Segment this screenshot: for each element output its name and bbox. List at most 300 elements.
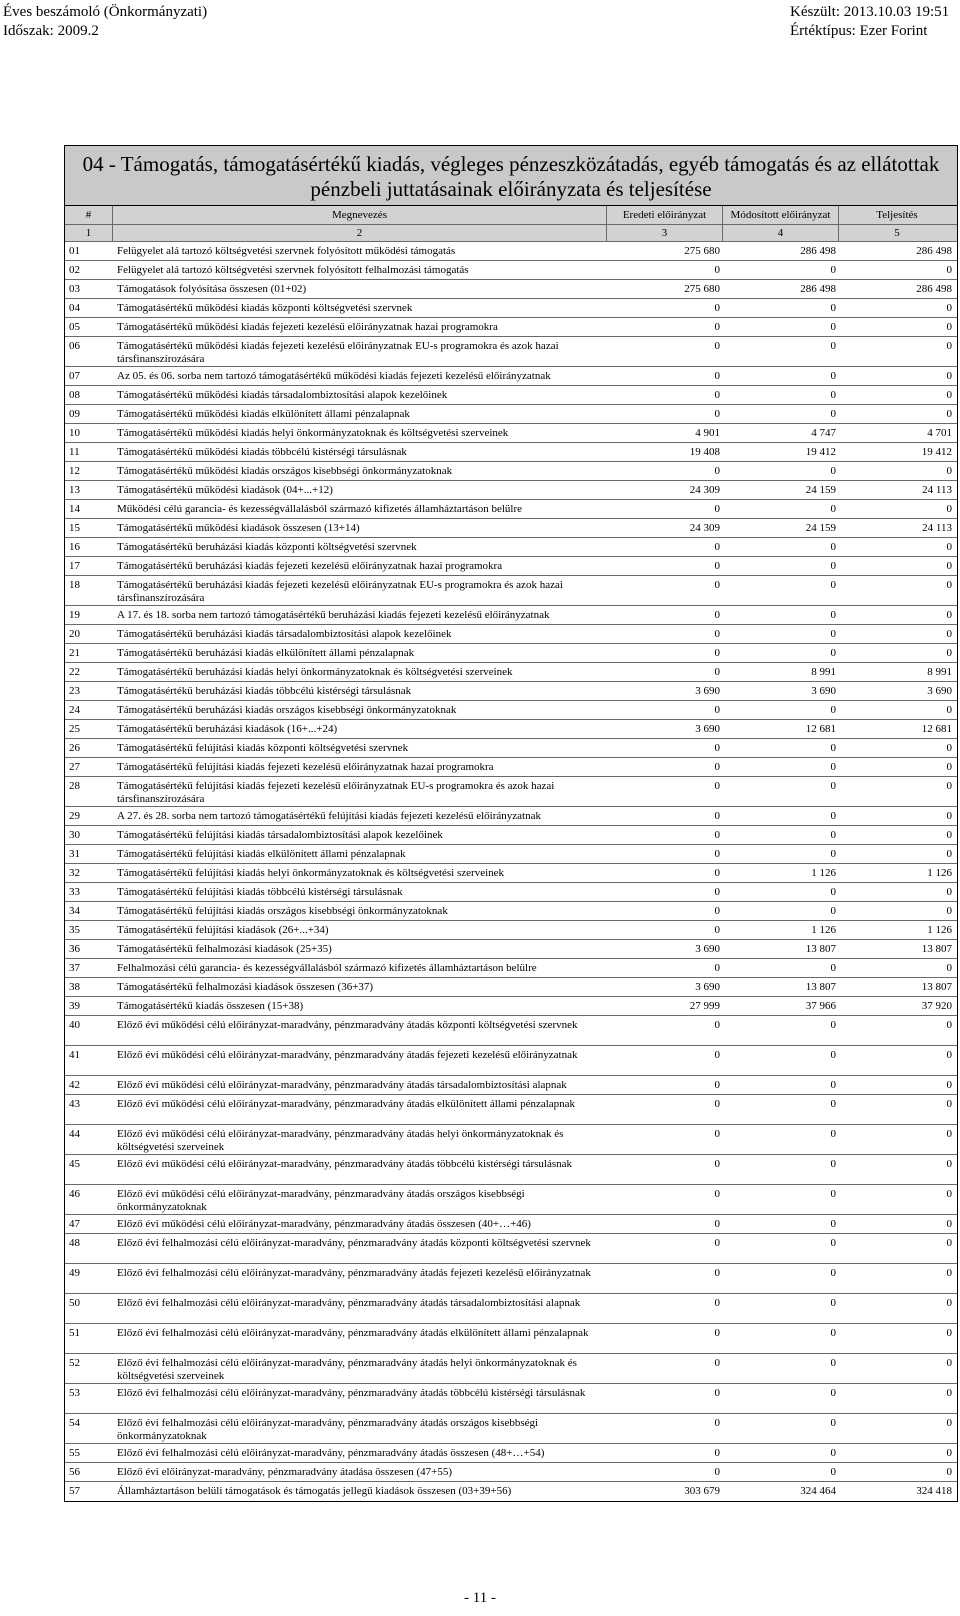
row-modified-value: 0 <box>830 1267 836 1279</box>
row-actual-value: 0 <box>946 1447 952 1459</box>
row-actual-value: 12 681 <box>921 723 952 735</box>
row-original-value: 0 <box>714 1447 720 1459</box>
row-number: 14 <box>69 503 80 515</box>
row-name: Előző évi felhalmozási célú előirányzat-maradvány, pénzmaradvány átadás fejezeti kezelésű előirányzatnak <box>117 1267 591 1279</box>
row-original-value: 0 <box>714 370 720 382</box>
row-name: Támogatásértékű beruházási kiadások (16+...+24) <box>117 723 338 735</box>
table-row <box>65 576 957 606</box>
row-name: Előző évi működési célú előirányzat-maradvány, pénzmaradvány átadás országos kisebbségi önkormányzatoknak <box>117 1188 525 1213</box>
row-actual-value: 0 <box>946 761 952 773</box>
table-row <box>65 606 957 625</box>
table-row <box>65 299 957 318</box>
column-header-actual: Teljesítés <box>876 209 918 221</box>
row-actual-value: 0 <box>946 829 952 841</box>
row-name: Támogatásértékű működési kiadás fejezeti kezelésű előirányzatnak EU-s programokra és azok hazai társfinanszírozására <box>117 340 559 365</box>
report-created: Készült: 2013.10.03 19:51 <box>790 4 950 20</box>
row-number: 08 <box>69 389 80 401</box>
table-body <box>65 242 957 1501</box>
table-row <box>65 1215 957 1234</box>
row-modified-value: 13 807 <box>805 981 836 993</box>
table-row <box>65 997 957 1016</box>
row-actual-value: 0 <box>946 1218 952 1230</box>
table-title: 04 - Támogatás, támogatásértékű kiadás, végleges pénzeszközátadás, egyéb támogatás és az ellátottak pénzbeli juttatásainak előirányzata és teljesítése <box>65 146 957 206</box>
table-row <box>65 386 957 405</box>
row-name: Támogatásértékű működési kiadás országos kisebbségi önkormányzatoknak <box>117 465 453 477</box>
row-number: 07 <box>69 370 80 382</box>
row-name: Támogatások folyósítása összesen (01+02) <box>117 283 307 295</box>
row-name: Támogatásértékű kiadás összesen (15+38) <box>117 1000 304 1012</box>
row-name: Támogatásértékű beruházási kiadás elkülönített állami pénzalapnak <box>117 647 415 659</box>
row-modified-value: 286 498 <box>800 283 836 295</box>
row-actual-value: 24 113 <box>922 522 952 534</box>
row-modified-value: 24 159 <box>805 522 836 534</box>
row-number: 32 <box>69 867 80 879</box>
budget-table <box>64 145 958 1502</box>
table-header-row <box>65 206 957 225</box>
row-number: 21 <box>69 647 80 659</box>
row-actual-value: 24 113 <box>922 484 952 496</box>
table-row <box>65 424 957 443</box>
row-original-value: 0 <box>714 503 720 515</box>
row-name: Előző évi felhalmozási célú előirányzat-maradvány, pénzmaradvány átadás összesen (48+…+54) <box>117 1447 545 1459</box>
row-modified-value: 0 <box>830 1158 836 1170</box>
row-name: Támogatásértékű felújítási kiadás fejezeti kezelésű előirányzatnak hazai programokra <box>117 761 494 773</box>
row-name: Támogatásértékű beruházási kiadás helyi önkormányzatoknak és költségvetési szerveinek <box>117 666 513 678</box>
row-original-value: 0 <box>714 302 720 314</box>
row-name: Támogatásértékű felújítási kiadás többcélú kistérségi társulásnak <box>117 886 403 898</box>
row-original-value: 0 <box>714 1237 720 1249</box>
row-name: Támogatásértékű felhalmozási kiadások (25+35) <box>117 943 332 955</box>
row-modified-value: 12 681 <box>805 723 836 735</box>
row-number: 02 <box>69 264 80 276</box>
table-row <box>65 1444 957 1463</box>
row-modified-value: 0 <box>830 302 836 314</box>
column-index-5: 5 <box>894 227 900 239</box>
row-actual-value: 0 <box>946 1297 952 1309</box>
row-actual-value: 0 <box>946 810 952 822</box>
row-actual-value: 1 126 <box>927 867 952 879</box>
row-actual-value: 0 <box>946 1327 952 1339</box>
row-name: Támogatásértékű felújítási kiadás központi költségvetési szervnek <box>117 742 409 754</box>
row-modified-value: 0 <box>830 810 836 822</box>
row-number: 17 <box>69 560 80 572</box>
row-modified-value: 0 <box>830 628 836 640</box>
table-row <box>65 500 957 519</box>
table-row <box>65 777 957 807</box>
row-actual-value: 0 <box>946 465 952 477</box>
row-actual-value: 0 <box>946 647 952 659</box>
row-number: 12 <box>69 465 80 477</box>
row-actual-value: 0 <box>946 1049 952 1061</box>
row-name: Felügyelet alá tartozó költségvetési szervnek folyósított működési támogatás <box>117 245 456 257</box>
row-actual-value: 1 126 <box>927 924 952 936</box>
row-modified-value: 0 <box>830 1466 836 1478</box>
row-actual-value: 0 <box>946 321 952 333</box>
table-row <box>65 826 957 845</box>
table-row <box>65 978 957 997</box>
row-actual-value: 324 418 <box>916 1485 952 1497</box>
table-row <box>65 883 957 902</box>
row-actual-value: 3 690 <box>927 685 952 697</box>
row-number: 39 <box>69 1000 80 1012</box>
row-actual-value: 0 <box>946 408 952 420</box>
row-actual-value: 8 991 <box>927 666 952 678</box>
row-number: 24 <box>69 704 80 716</box>
row-modified-value: 0 <box>830 264 836 276</box>
row-number: 49 <box>69 1267 80 1279</box>
table-row <box>65 1185 957 1215</box>
row-original-value: 24 309 <box>689 484 720 496</box>
row-modified-value: 3 690 <box>811 685 836 697</box>
row-number: 20 <box>69 628 80 640</box>
row-actual-value: 0 <box>946 609 952 621</box>
row-modified-value: 4 747 <box>811 427 836 439</box>
table-row <box>65 1384 957 1414</box>
row-name: Támogatásértékű beruházási kiadás fejezeti kezelésű előirányzatnak hazai programokra <box>117 560 503 572</box>
row-original-value: 0 <box>714 1128 720 1140</box>
row-name: Az 05. és 06. sorba nem tartozó támogatásértékű működési kiadás fejezeti kezelésű előirányzatnak <box>117 370 551 382</box>
row-actual-value: 0 <box>946 962 952 974</box>
row-name: Felügyelet alá tartozó költségvetési szervnek folyósított felhalmozási támogatás <box>117 264 469 276</box>
table-row <box>65 902 957 921</box>
table-row <box>65 1324 957 1354</box>
row-number: 11 <box>69 446 80 458</box>
row-modified-value: 0 <box>830 370 836 382</box>
page-number: - 11 - <box>464 1590 496 1606</box>
row-number: 57 <box>69 1485 80 1497</box>
row-name: Támogatásértékű felújítási kiadás fejezeti kezelésű előirányzatnak EU-s programokra és azok hazai társfinanszírozására <box>117 780 555 805</box>
row-modified-value: 0 <box>830 389 836 401</box>
row-name: Támogatásértékű működési kiadás többcélú kistérségi társulásnak <box>117 446 407 458</box>
row-actual-value: 0 <box>946 579 952 591</box>
row-modified-value: 0 <box>830 962 836 974</box>
row-modified-value: 0 <box>830 1098 836 1110</box>
row-modified-value: 0 <box>830 1079 836 1091</box>
row-actual-value: 0 <box>946 704 952 716</box>
row-modified-value: 19 412 <box>805 446 836 458</box>
table-row <box>65 959 957 978</box>
row-original-value: 27 999 <box>689 1000 720 1012</box>
row-actual-value: 286 498 <box>916 283 952 295</box>
table-row <box>65 1354 957 1384</box>
row-original-value: 0 <box>714 1019 720 1031</box>
row-actual-value: 0 <box>946 1019 952 1031</box>
row-number: 03 <box>69 283 80 295</box>
row-original-value: 0 <box>714 1188 720 1200</box>
row-actual-value: 0 <box>946 1158 952 1170</box>
column-index-1: 1 <box>65 225 113 241</box>
row-original-value: 0 <box>714 761 720 773</box>
row-original-value: 24 309 <box>689 522 720 534</box>
row-number: 30 <box>69 829 80 841</box>
row-name: Előző évi működési célú előirányzat-maradvány, pénzmaradvány átadás elkülönített állami pénzalapnak <box>117 1098 576 1110</box>
row-number: 37 <box>69 962 80 974</box>
row-original-value: 0 <box>714 742 720 754</box>
row-original-value: 3 690 <box>695 723 720 735</box>
row-number: 28 <box>69 780 80 792</box>
row-number: 10 <box>69 427 80 439</box>
row-modified-value: 0 <box>830 829 836 841</box>
row-name: Támogatásértékű felújítási kiadások (26+...+34) <box>117 924 329 936</box>
row-actual-value: 0 <box>946 1128 952 1140</box>
row-actual-value: 13 807 <box>921 943 952 955</box>
row-original-value: 0 <box>714 408 720 420</box>
row-original-value: 0 <box>714 541 720 553</box>
row-number: 18 <box>69 579 80 591</box>
row-original-value: 0 <box>714 1357 720 1369</box>
row-name: Előző évi előirányzat-maradvány, pénzmaradvány átadása összesen (47+55) <box>117 1466 453 1478</box>
row-actual-value: 0 <box>946 1466 952 1478</box>
table-row <box>65 845 957 864</box>
report-title: Éves beszámoló (Önkormányzati) <box>3 4 208 20</box>
table-row <box>65 481 957 500</box>
row-number: 42 <box>69 1079 80 1091</box>
row-number: 40 <box>69 1019 80 1031</box>
row-original-value: 0 <box>714 1158 720 1170</box>
row-modified-value: 0 <box>830 340 836 352</box>
table-row <box>65 337 957 367</box>
row-number: 13 <box>69 484 80 496</box>
row-actual-value: 0 <box>946 886 952 898</box>
column-header-number: # <box>65 206 113 224</box>
row-name: Előző évi felhalmozási célú előirányzat-maradvány, pénzmaradvány átadás országos kisebbségi önkormányzatoknak <box>117 1417 539 1442</box>
row-actual-value: 0 <box>946 1417 952 1429</box>
table-row <box>65 538 957 557</box>
row-original-value: 0 <box>714 829 720 841</box>
row-original-value: 0 <box>714 579 720 591</box>
row-original-value: 0 <box>714 1327 720 1339</box>
row-actual-value: 0 <box>946 1357 952 1369</box>
row-original-value: 0 <box>714 1079 720 1091</box>
row-number: 22 <box>69 666 80 678</box>
row-name: Előző évi működési célú előirányzat-maradvány, pénzmaradvány átadás fejezeti kezelésű előirányzatnak <box>117 1049 578 1061</box>
row-name: Felhalmozási célú garancia- és kezességvállalásból származó kifizetés államháztartáson belülre <box>117 962 537 974</box>
table-row <box>65 318 957 337</box>
row-modified-value: 0 <box>830 848 836 860</box>
row-name: Előző évi felhalmozási célú előirányzat-maradvány, pénzmaradvány átadás helyi önkormányzatoknak és költségvetési szerveinek <box>117 1357 577 1382</box>
row-original-value: 3 690 <box>695 685 720 697</box>
row-name: A 17. és 18. sorba nem tartozó támogatásértékű beruházási kiadás fejezeti kezelésű előirányzatnak <box>117 609 550 621</box>
row-name: Támogatásértékű működési kiadások összesen (13+14) <box>117 522 360 534</box>
row-name: Támogatásértékű működési kiadás központi költségvetési szervnek <box>117 302 413 314</box>
table-row <box>65 864 957 883</box>
row-name: Támogatásértékű beruházási kiadás központi költségvetési szervnek <box>117 541 417 553</box>
row-name: Támogatásértékű működési kiadás elkülönített állami pénzalapnak <box>117 408 410 420</box>
table-row <box>65 701 957 720</box>
row-actual-value: 37 920 <box>921 1000 952 1012</box>
row-original-value: 0 <box>714 867 720 879</box>
row-actual-value: 0 <box>946 780 952 792</box>
row-name: Előző évi működési célú előirányzat-maradvány, pénzmaradvány átadás helyi önkormányzatoknak és költségvetési szerveinek <box>117 1128 564 1153</box>
row-original-value: 0 <box>714 1466 720 1478</box>
report-header-right <box>790 3 949 41</box>
row-name: Előző évi működési célú előirányzat-maradvány, pénzmaradvány átadás központi költségvetési szervnek <box>117 1019 578 1031</box>
row-name: Támogatásértékű felhalmozási kiadások összesen (36+37) <box>117 981 374 993</box>
table-row <box>65 1234 957 1264</box>
row-name: Támogatásértékű felújítási kiadás helyi önkormányzatoknak és költségvetési szerveinek <box>117 867 505 879</box>
row-number: 46 <box>69 1188 80 1200</box>
row-modified-value: 0 <box>830 1128 836 1140</box>
table-row <box>65 1076 957 1095</box>
table-row <box>65 405 957 424</box>
row-original-value: 0 <box>714 905 720 917</box>
row-number: 55 <box>69 1447 80 1459</box>
row-original-value: 0 <box>714 924 720 936</box>
table-row <box>65 682 957 701</box>
row-original-value: 0 <box>714 886 720 898</box>
row-modified-value: 1 126 <box>811 867 836 879</box>
row-number: 33 <box>69 886 80 898</box>
row-original-value: 0 <box>714 1098 720 1110</box>
row-name: Támogatásértékű működési kiadások (04+...+12) <box>117 484 333 496</box>
row-original-value: 0 <box>714 1267 720 1279</box>
table-row <box>65 940 957 959</box>
row-number: 23 <box>69 685 80 697</box>
table-row <box>65 1264 957 1294</box>
row-modified-value: 0 <box>830 1019 836 1031</box>
row-actual-value: 0 <box>946 389 952 401</box>
row-number: 25 <box>69 723 80 735</box>
row-original-value: 0 <box>714 1297 720 1309</box>
table-row <box>65 1155 957 1185</box>
row-modified-value: 0 <box>830 905 836 917</box>
row-modified-value: 0 <box>830 1237 836 1249</box>
row-modified-value: 0 <box>830 579 836 591</box>
row-number: 31 <box>69 848 80 860</box>
row-original-value: 0 <box>714 848 720 860</box>
row-modified-value: 0 <box>830 1297 836 1309</box>
row-original-value: 0 <box>714 704 720 716</box>
row-number: 29 <box>69 810 80 822</box>
row-number: 36 <box>69 943 80 955</box>
row-modified-value: 0 <box>830 761 836 773</box>
row-number: 38 <box>69 981 80 993</box>
column-index-2: 2 <box>113 225 607 241</box>
row-number: 45 <box>69 1158 80 1170</box>
row-name: Támogatásértékű működési kiadás helyi önkormányzatoknak és költségvetési szerveinek <box>117 427 509 439</box>
report-value-type: Értéktípus: Ezer Forint <box>790 23 928 39</box>
row-actual-value: 0 <box>946 503 952 515</box>
row-modified-value: 0 <box>830 465 836 477</box>
row-name: Támogatásértékű beruházási kiadás társadalombiztosítási alapok kezelőinek <box>117 628 452 640</box>
row-actual-value: 0 <box>946 1098 952 1110</box>
report-header-left <box>3 3 207 41</box>
table-row <box>65 519 957 538</box>
row-number: 47 <box>69 1218 80 1230</box>
table-row <box>65 280 957 299</box>
row-actual-value: 0 <box>946 1188 952 1200</box>
row-name: A 27. és 28. sorba nem tartozó támogatásértékű felújítási kiadás fejezeti kezelésű előirányzatnak <box>117 810 541 822</box>
row-name: Támogatásértékű felújítási kiadás társadalombiztosítási alapok kezelőinek <box>117 829 443 841</box>
row-original-value: 0 <box>714 560 720 572</box>
row-name: Támogatásértékű működési kiadás társadalombiztosítási alapok kezelőinek <box>117 389 448 401</box>
table-row <box>65 1046 957 1076</box>
row-modified-value: 0 <box>830 1188 836 1200</box>
row-modified-value: 0 <box>830 886 836 898</box>
row-original-value: 0 <box>714 1218 720 1230</box>
row-actual-value: 0 <box>946 302 952 314</box>
row-actual-value: 13 807 <box>921 981 952 993</box>
column-header-modified: Módosított előirányzat <box>723 206 839 224</box>
row-original-value: 275 680 <box>684 283 720 295</box>
row-name: Támogatásértékű felújítási kiadás elkülönített állami pénzalapnak <box>117 848 406 860</box>
row-actual-value: 0 <box>946 848 952 860</box>
row-name: Előző évi felhalmozási célú előirányzat-maradvány, pénzmaradvány átadás központi költségvetési szervnek <box>117 1237 591 1249</box>
row-modified-value: 13 807 <box>805 943 836 955</box>
table-row <box>65 1095 957 1125</box>
row-modified-value: 0 <box>830 1049 836 1061</box>
row-modified-value: 0 <box>830 742 836 754</box>
row-name: Előző évi felhalmozási célú előirányzat-maradvány, pénzmaradvány átadás többcélú kistérségi társulásnak <box>117 1387 586 1399</box>
row-original-value: 0 <box>714 321 720 333</box>
row-number: 51 <box>69 1327 80 1339</box>
row-name: Támogatásértékű beruházási kiadás többcélú kistérségi társulásnak <box>117 685 412 697</box>
row-original-value: 0 <box>714 666 720 678</box>
row-original-value: 0 <box>714 628 720 640</box>
row-name: Támogatásértékű működési kiadás fejezeti kezelésű előirányzatnak hazai programokra <box>117 321 498 333</box>
row-modified-value: 0 <box>830 1417 836 1429</box>
table-row <box>65 367 957 386</box>
column-header-original: Eredeti előirányzat <box>607 206 723 224</box>
row-number: 50 <box>69 1297 80 1309</box>
row-actual-value: 0 <box>946 541 952 553</box>
row-modified-value: 0 <box>830 1218 836 1230</box>
row-number: 01 <box>69 245 80 257</box>
row-modified-value: 0 <box>830 560 836 572</box>
row-name: Előző évi működési célú előirányzat-maradvány, pénzmaradvány átadás többcélú kistérségi társulásnak <box>117 1158 573 1170</box>
table-row <box>65 261 957 280</box>
row-original-value: 0 <box>714 810 720 822</box>
row-modified-value: 0 <box>830 1387 836 1399</box>
row-modified-value: 0 <box>830 609 836 621</box>
row-number: 48 <box>69 1237 80 1249</box>
row-modified-value: 324 464 <box>800 1485 836 1497</box>
row-number: 16 <box>69 541 80 553</box>
row-name: Előző évi felhalmozási célú előirányzat-maradvány, pénzmaradvány átadás elkülönített állami pénzalapnak <box>117 1327 589 1339</box>
row-number: 26 <box>69 742 80 754</box>
row-modified-value: 0 <box>830 780 836 792</box>
report-period: Időszak: 2009.2 <box>3 23 99 39</box>
row-modified-value: 0 <box>830 1327 836 1339</box>
row-actual-value: 286 498 <box>916 245 952 257</box>
row-modified-value: 0 <box>830 321 836 333</box>
table-row <box>65 758 957 777</box>
row-original-value: 0 <box>714 340 720 352</box>
row-name: Előző évi felhalmozási célú előirányzat-maradvány, pénzmaradvány átadás társadalombiztosítási alapnak <box>117 1297 581 1309</box>
row-original-value: 0 <box>714 465 720 477</box>
row-original-value: 0 <box>714 1417 720 1429</box>
table-row <box>65 1463 957 1482</box>
row-modified-value: 0 <box>830 541 836 553</box>
table-row <box>65 242 957 261</box>
row-name: Támogatásértékű felújítási kiadás országos kisebbségi önkormányzatoknak <box>117 905 448 917</box>
row-number: 27 <box>69 761 80 773</box>
row-original-value: 303 679 <box>684 1485 720 1497</box>
row-original-value: 19 408 <box>689 446 720 458</box>
row-original-value: 0 <box>714 389 720 401</box>
table-row <box>65 443 957 462</box>
row-original-value: 0 <box>714 962 720 974</box>
row-modified-value: 37 966 <box>805 1000 836 1012</box>
row-name: Előző évi működési célú előirányzat-maradvány, pénzmaradvány átadás társadalombiztosítási alapnak <box>117 1079 567 1091</box>
row-actual-value: 0 <box>946 905 952 917</box>
row-original-value: 0 <box>714 1049 720 1061</box>
row-original-value: 0 <box>714 780 720 792</box>
row-actual-value: 0 <box>946 1079 952 1091</box>
row-modified-value: 24 159 <box>805 484 836 496</box>
row-number: 35 <box>69 924 80 936</box>
row-number: 09 <box>69 408 80 420</box>
